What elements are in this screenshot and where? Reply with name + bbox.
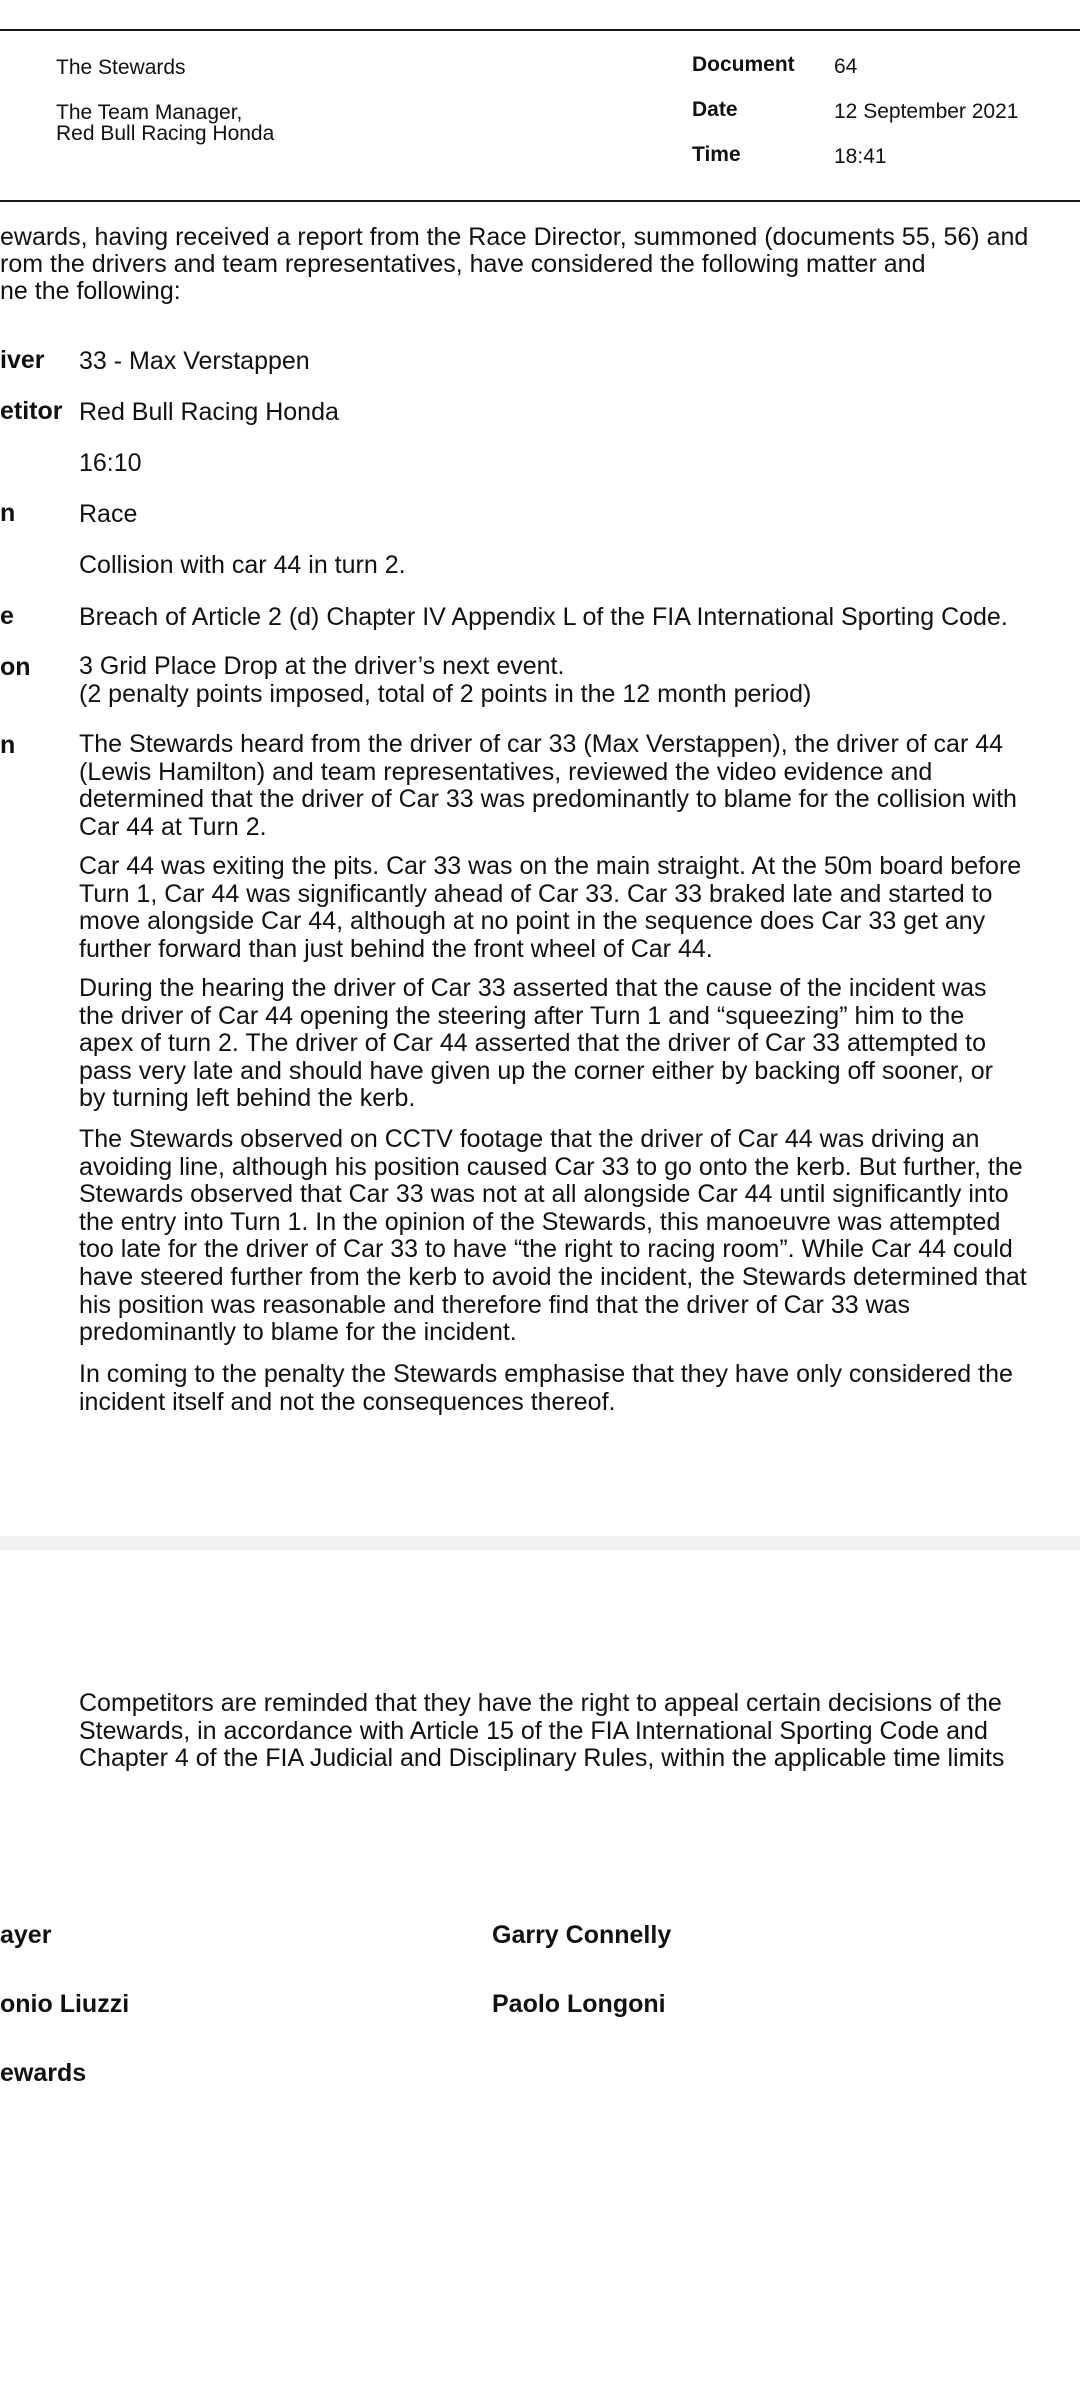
field-label-driver: iver <box>0 346 45 374</box>
page-break-band <box>0 1536 1080 1550</box>
reason-line: In coming to the penalty the Stewards emphasise that they have only considered the <box>79 1360 1013 1388</box>
field-label-offence: e <box>0 602 14 630</box>
reason-line: During the hearing the driver of Car 33 asserted that the cause of the incident was <box>79 974 987 1002</box>
reason-line: apex of turn 2. The driver of Car 44 asserted that the driver of Car 33 attempted to <box>79 1029 986 1058</box>
reason-line: (Lewis Hamilton) and team representatives, reviewed the video evidence and <box>79 757 933 786</box>
field-label-competitor: etitor <box>0 397 63 425</box>
reason-label: n <box>0 731 16 759</box>
field-value-session: Race <box>79 500 138 528</box>
intro-line: ne the following: <box>0 277 181 305</box>
decision-label: on <box>0 653 31 681</box>
intro-line: ewards, having received a report from the Race Director, summoned (documents 55, 56) and <box>0 223 1029 251</box>
reason-line: predominantly to blame for the incident. <box>79 1318 517 1347</box>
header-from: The Stewards <box>56 56 186 79</box>
signatory-left-2: onio Liuzzi <box>0 1990 130 2018</box>
intro-line: rom the drivers and team representatives, have considered the following matter and <box>0 250 926 278</box>
field-value-fact: Collision with car 44 in turn 2. <box>79 551 406 579</box>
reason-line: further forward than just behind the front wheel of Car 44. <box>79 934 713 963</box>
document-value: 64 <box>834 55 858 78</box>
reason-line: have steered further from the kerb to avoid the incident, the Stewards determined that <box>79 1262 1027 1291</box>
decision-value <box>79 653 1059 708</box>
field-label-session: n <box>0 499 16 527</box>
reason-line: incident itself and not the consequences thereof. <box>79 1387 616 1416</box>
reason-line: move alongside Car 44, although at no point in the sequence does Car 33 get any <box>79 907 986 936</box>
reason-paragraph-2 <box>79 853 1059 963</box>
reason-paragraph-1 <box>79 731 1059 841</box>
reason-line: determined that the driver of Car 33 was predominantly to blame for the collision with <box>79 785 1017 814</box>
reason-paragraph-4 <box>79 1126 1059 1347</box>
field-value-offence: Breach of Article 2 (d) Chapter IV Appendix L of the FIA International Sporting Code. <box>79 603 1008 631</box>
field-value-competitor: Red Bull Racing Honda <box>79 398 339 426</box>
decision-line: (2 penalty points imposed, total of 2 points in the 12 month period) <box>79 679 812 708</box>
reason-line: Turn 1, Car 44 was significantly ahead of Car 33. Car 33 braked late and started to <box>79 879 993 908</box>
reason-line: avoiding line, although his position caused Car 33 to go onto the kerb. But further, the <box>79 1152 1023 1181</box>
reason-line: Car 44 was exiting the pits. Car 33 was on the main straight. At the 50m board before <box>79 852 1022 880</box>
reason-line: his position was reasonable and therefore find that the driver of Car 33 was <box>79 1290 911 1319</box>
date-label: Date <box>692 98 738 121</box>
reason-line: Car 44 at Turn 2. <box>79 812 267 841</box>
header-to-line-1: The Team Manager, <box>56 101 243 124</box>
signatory-left-1: ayer <box>0 1921 52 1949</box>
top-rule <box>0 29 1080 31</box>
reason-line: by turning left behind the kerb. <box>79 1084 416 1113</box>
reason-line: pass very late and should have given up the corner either by backing off sooner, or <box>79 1056 994 1085</box>
appeal-line: Stewards, in accordance with Article 15 of the FIA International Sporting Code and <box>79 1716 988 1745</box>
reason-paragraph-3 <box>79 975 1059 1113</box>
date-value: 12 September 2021 <box>834 100 1019 123</box>
header-to-line-2: Red Bull Racing Honda <box>56 122 275 145</box>
signatory-right-2: Paolo Longoni <box>492 1990 666 2018</box>
time-label: Time <box>692 143 741 166</box>
decision-line: 3 Grid Place Drop at the driver’s next event. <box>79 652 565 680</box>
reason-line: The Stewards heard from the driver of car 33 (Max Verstappen), the driver of car 44 <box>79 730 1004 758</box>
appeal-line: Competitors are reminded that they have the right to appeal certain decisions of the <box>79 1689 1002 1717</box>
appeal-notice <box>79 1690 1059 1773</box>
header-bottom-rule <box>0 200 1080 202</box>
reason-line: The Stewards observed on CCTV footage that the driver of Car 44 was driving an <box>79 1125 980 1153</box>
appeal-line: Chapter 4 of the FIA Judicial and Disciplinary Rules, within the applicable time limits <box>79 1744 1005 1773</box>
reason-line: the driver of Car 44 opening the steering after Turn 1 and “squeezing” him to the <box>79 1001 965 1030</box>
signatory-right-1: Garry Connelly <box>492 1921 672 1949</box>
field-value-time: 16:10 <box>79 449 142 477</box>
document-label: Document <box>692 53 795 76</box>
reason-line: too late for the driver of Car 33 to have “the right to racing room”. While Car 44 could <box>79 1235 1013 1264</box>
reason-line: Stewards observed that Car 33 was not at all alongside Car 44 until significantly into <box>79 1180 1009 1209</box>
signatory-left-3: ewards <box>0 2059 87 2087</box>
intro-paragraph <box>0 224 1060 305</box>
reason-line: the entry into Turn 1. In the opinion of the Stewards, this manoeuvre was attempted <box>79 1207 1001 1236</box>
field-value-driver: 33 - Max Verstappen <box>79 347 310 375</box>
reason-paragraph-5 <box>79 1361 1059 1416</box>
time-value: 18:41 <box>834 145 887 168</box>
